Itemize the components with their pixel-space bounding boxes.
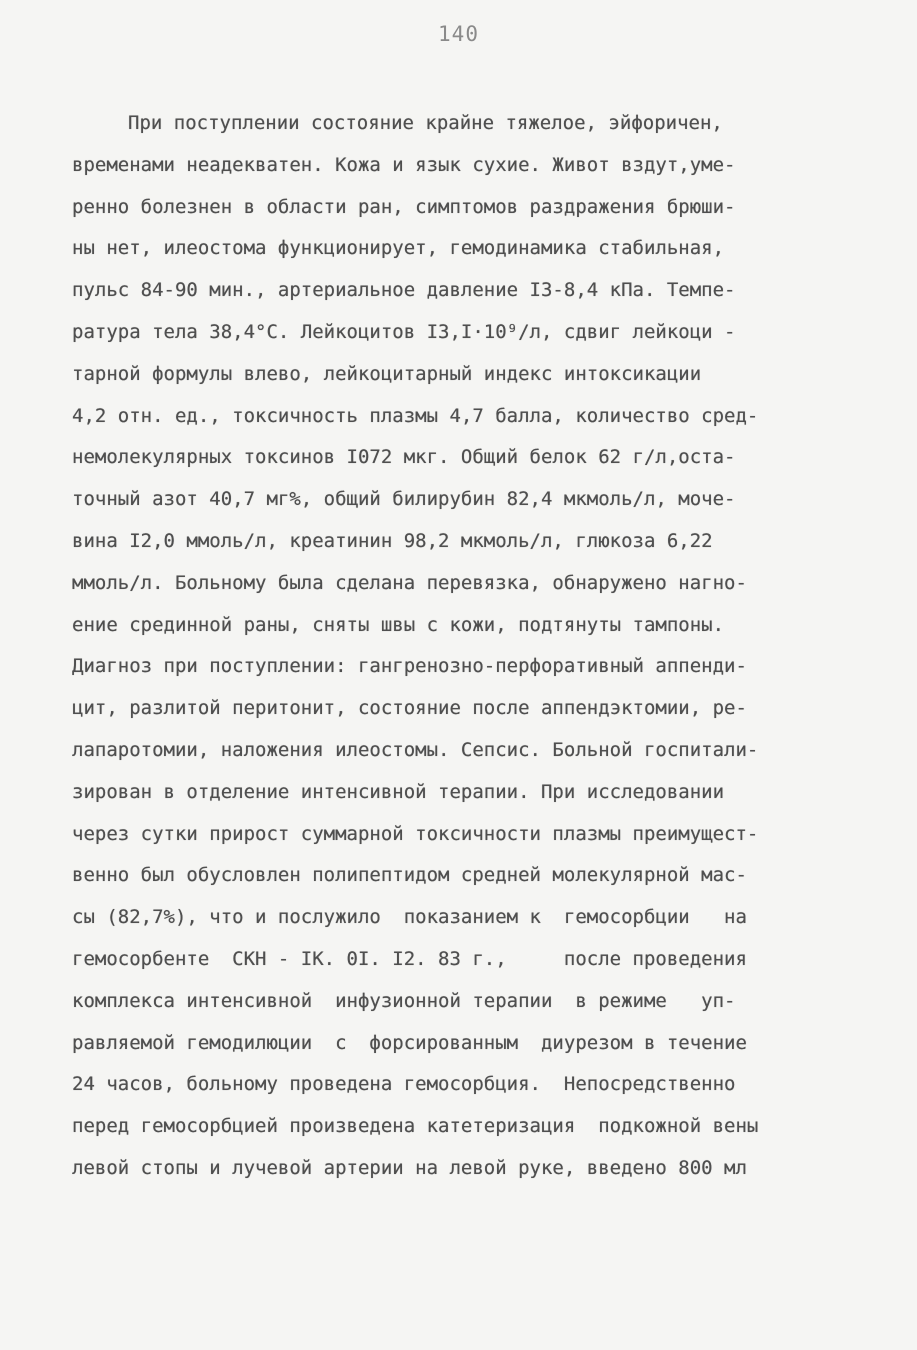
text-line: через сутки прирост суммарной токсичности плазмы преимущест- bbox=[72, 822, 759, 845]
text-line: временами неадекватен. Кожа и язык сухие. Живот вздут,уме- bbox=[72, 153, 736, 176]
text-line: равляемой гемодилюции с форсированным диурезом в течение bbox=[72, 1031, 747, 1054]
text-line: сы (82,7%), что и послужило показанием к гемосорбции на bbox=[72, 906, 747, 929]
text-line: ратура тела 38,4°С. Лейкоцитов I3,I·10⁹/л, сдвиг лейкоци - bbox=[72, 320, 736, 343]
text-line: гемосорбенте СКН - IК. 0I. I2. 83 г., после проведения bbox=[72, 947, 747, 970]
text-line: вина I2,0 ммоль/л, креатинин 98,2 мкмоль/л, глюкоза 6,22 bbox=[72, 529, 713, 552]
text-line: немолекулярных токсинов I072 мкг. Общий белок 62 г/л,оста- bbox=[72, 446, 736, 469]
text-line: левой стопы и лучевой артерии на левой руке, введено 800 мл bbox=[72, 1156, 747, 1179]
text-line: При поступлении состояние крайне тяжелое, эйфоричен, bbox=[128, 112, 723, 134]
text-line: ммоль/л. Больному была сделана перевязка, обнаружено нагно- bbox=[72, 571, 747, 594]
text-line: ение срединной раны, сняты швы с кожи, подтянуты тампоны. bbox=[72, 613, 725, 636]
text-line: пульс 84-90 мин., артериальное давление I3-8,4 кПа. Темпе- bbox=[72, 279, 736, 302]
text-line: тарной формулы влево, лейкоцитарный индекс интоксикации bbox=[72, 362, 702, 385]
text-line: ренно болезнен в области ран, симптомов раздражения брюши- bbox=[72, 195, 736, 218]
text-line: ны нет, илеостома функционирует, гемодинамика стабильная, bbox=[72, 237, 725, 260]
text-line: венно был обусловлен полипептидом средней молекулярной мас- bbox=[72, 864, 747, 887]
text-line: перед гемосорбцией произведена катетеризация подкожной вены bbox=[72, 1115, 759, 1138]
text-line: лапаротомии, наложения илеостомы. Сепсис. Больной госпитали- bbox=[72, 738, 759, 761]
page-number: 140 bbox=[438, 22, 479, 46]
text-line: Диагноз при поступлении: гангренозно-перфоративный аппенди- bbox=[72, 655, 747, 678]
text-line: зирован в отделение интенсивной терапии. При исследовании bbox=[72, 780, 725, 803]
text-line: 4,2 отн. ед., токсичность плазмы 4,7 балла, количество сред- bbox=[72, 404, 759, 427]
text-line: комплекса интенсивной инфузионной терапии в режиме уп- bbox=[72, 989, 736, 1012]
body-text bbox=[72, 103, 852, 1190]
text-line: цит, разлитой перитонит, состояние после аппендэктомии, ре- bbox=[72, 697, 747, 720]
text-line: точный азот 40,7 мг%, общий билирубин 82,4 мкмоль/л, моче- bbox=[72, 488, 736, 511]
text-line: 24 часов, больному проведена гемосорбция. Непосредственно bbox=[72, 1073, 736, 1096]
